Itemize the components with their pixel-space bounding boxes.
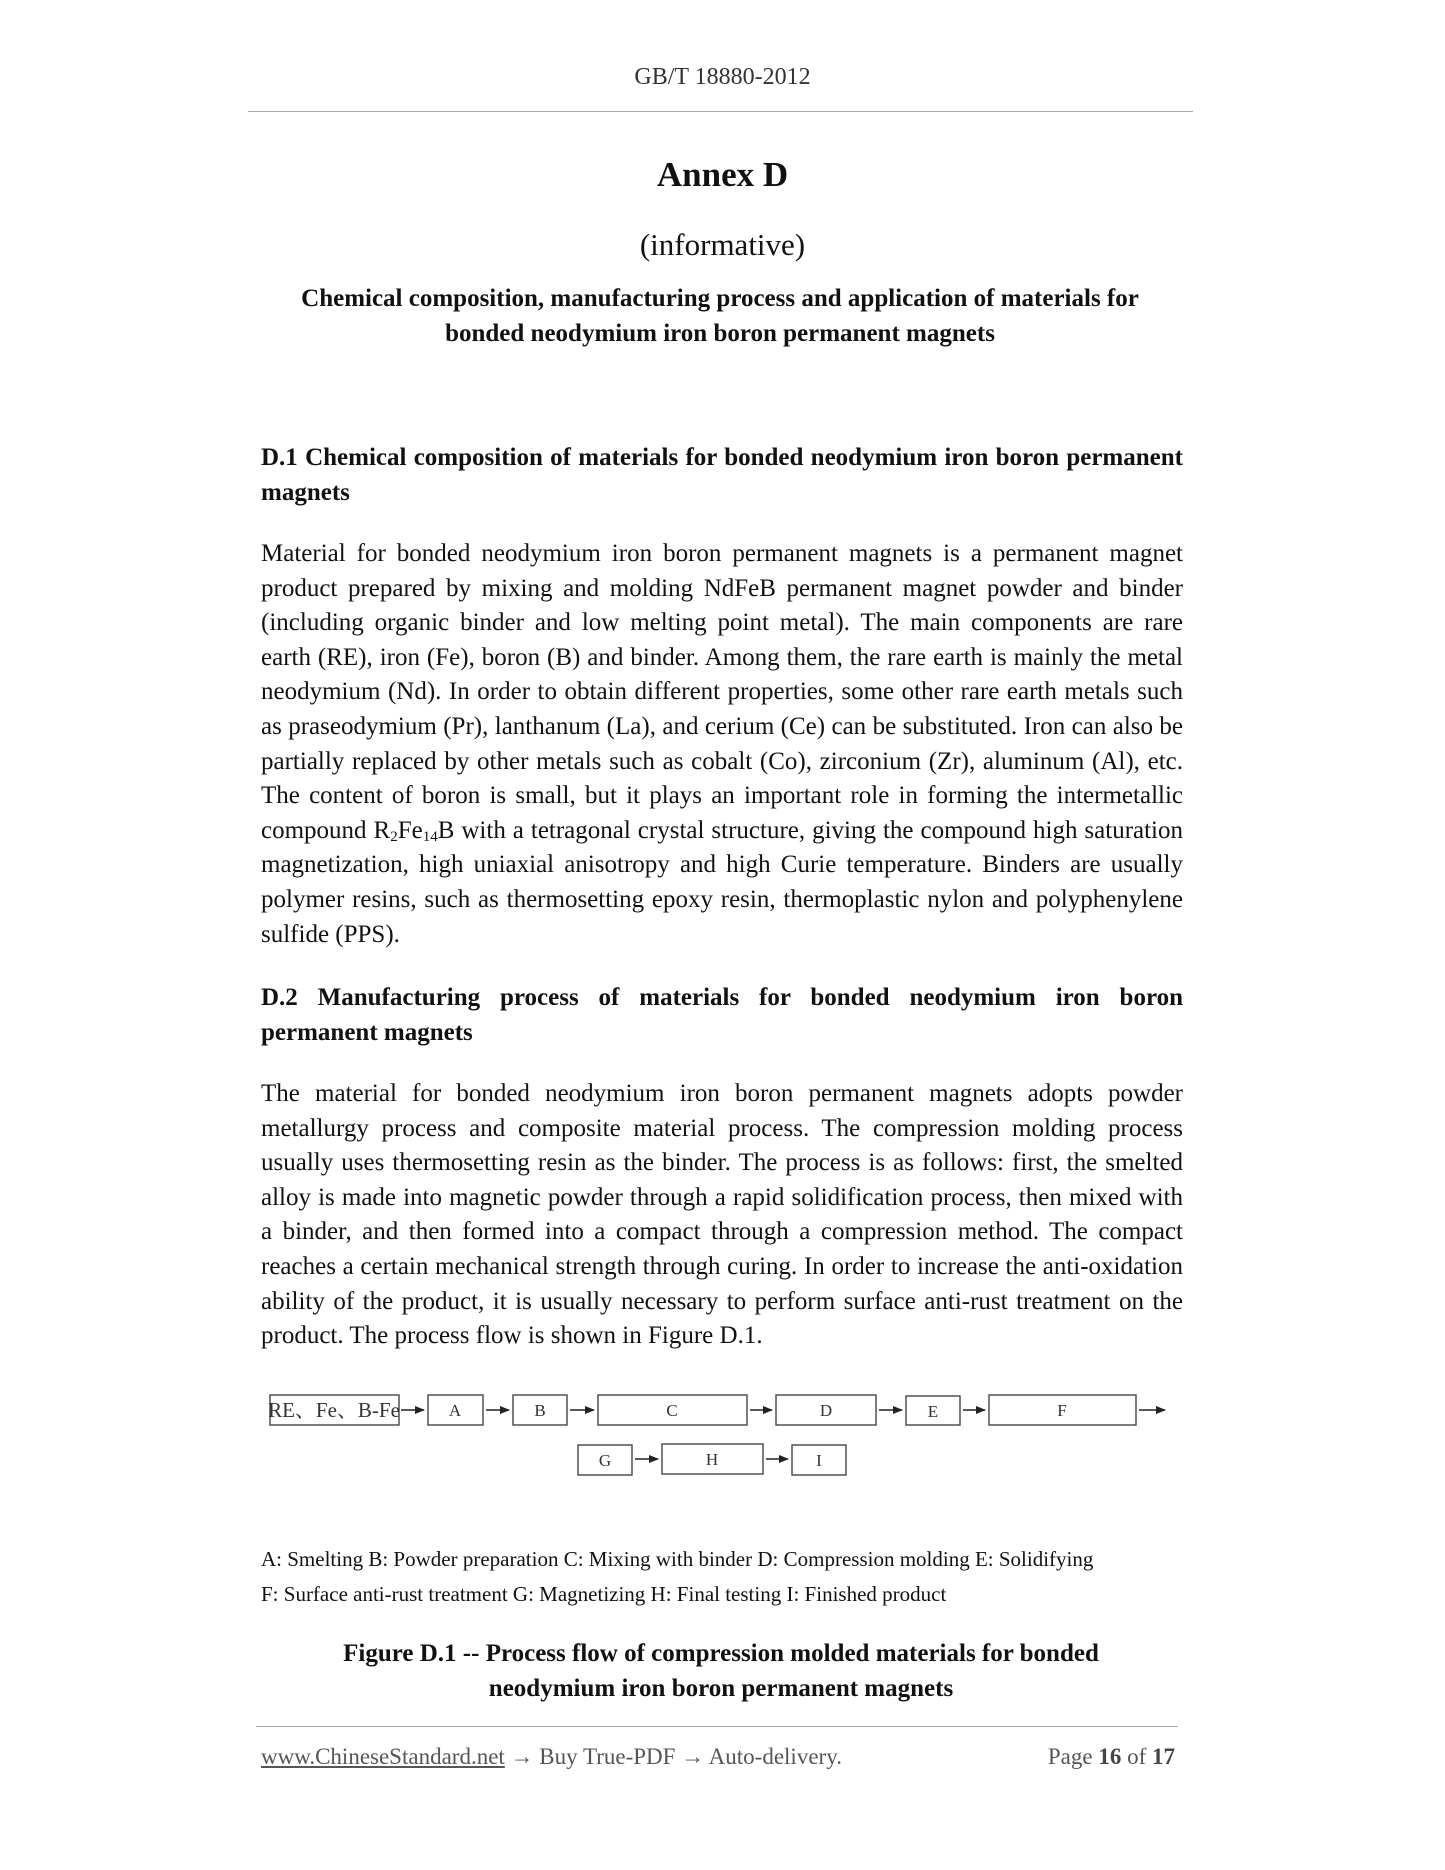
footer-promo — [261, 1744, 842, 1770]
of-word: of — [1127, 1744, 1147, 1769]
flow-label-g: G — [598, 1451, 612, 1470]
section-d1-heading: D.1 Chemical composition of materials for bonded neodymium iron boron permanent magnets — [261, 444, 1183, 506]
section-d1-text-part-2: with a tetragonal crystal structure, giving the compound high saturation magnetization, high uniaxial anisotropy and high Curie temperature. Binders are usually polymer resins, such as thermosetting epoxy resin, thermoplastic nylon and polyphenylene sulfide (PPS). — [261, 816, 1184, 948]
annex-title: Annex D — [656, 155, 789, 194]
flow-label-c: C — [666, 1401, 678, 1420]
annex-description — [260, 281, 1180, 351]
section-d2-heading: D.2 Manufacturing process of materials for bonded neodymium iron boron permanent magnets — [261, 984, 1183, 1046]
auto-delivery-text: Auto-delivery. — [708, 1744, 842, 1769]
section-d1-body — [261, 537, 1183, 952]
page-current: 16 — [1098, 1744, 1122, 1769]
flow-label-d: D — [819, 1401, 833, 1420]
arrow-right-icon: → — [510, 1744, 534, 1769]
flow-label-i: I — [816, 1451, 822, 1470]
buy-pdf-text: Buy True-PDF — [539, 1744, 676, 1769]
flow-label-b: B — [534, 1401, 546, 1420]
site-link[interactable]: www.ChineseStandard.net — [261, 1744, 505, 1769]
formula-b: B — [437, 816, 455, 844]
formula-subscript-2: 2 — [390, 828, 398, 845]
page-total: 17 — [1152, 1744, 1175, 1769]
document-id: GB/T 18880-2012 — [634, 64, 811, 90]
arrow-right-icon: → — [681, 1744, 705, 1769]
section-d2-body: The material for bonded neodymium iron boron permanent magnets adopts powder metallurgy process and composite material process. The compression molding process usually uses thermosetting resin as the binder. The process is as follows: first, the smelted alloy is made into magnetic powder through a rapid solidification process, then mixed with a binder, and then formed into a compact through a compression method. The compact reaches a certain mechanical strength through curing. In order to increase the anti-oxidation ability of the product, it is usually necessary to perform surface anti-rust treatment on the product. The process flow is shown in Figure D.1. — [261, 1080, 1183, 1350]
flow-label-e: E — [927, 1402, 939, 1421]
figure-caption — [260, 1636, 1182, 1706]
annex-subtitle: (informative) — [639, 227, 806, 262]
process-flow-diagram — [266, 1385, 1171, 1485]
figure-legend-line-1: A: Smelting B: Powder preparation C: Mixing with binder D: Compression molding E: Solidifying — [261, 1547, 1094, 1571]
formula-r: R — [373, 816, 391, 844]
annex-description-line-2: bonded neodymium iron boron permanent magnets — [445, 320, 995, 347]
flow-label-f: F — [1057, 1401, 1067, 1420]
header-divider — [248, 111, 1193, 112]
figure-caption-line-2: neodymium iron boron permanent magnets — [488, 1675, 954, 1702]
process-flow-svg — [266, 1385, 1171, 1485]
formula-subscript-14: 14 — [422, 828, 438, 845]
figure-legend-line-2: F: Surface anti-rust treatment G: Magnetizing H: Final testing I: Finished product — [261, 1582, 947, 1606]
flow-label-a: A — [448, 1401, 462, 1420]
figure-caption-line-1: Figure D.1 -- Process flow of compression molded materials for bonded — [343, 1640, 1099, 1667]
formula-fe: Fe — [397, 816, 423, 844]
annex-description-line-1: Chemical composition, manufacturing process and application of materials for — [301, 285, 1139, 312]
footer-divider — [256, 1726, 1178, 1727]
page-word: Page — [1047, 1744, 1093, 1769]
document-header — [0, 64, 1445, 91]
flow-label-h: H — [705, 1450, 719, 1469]
section-d1-text-part-1: Material for bonded neodymium iron boron permanent magnets is a permanent magnet product prepared by mixing and molding NdFeB permanent magnet powder and binder (including organic binder and low melting point metal). The main components are rare earth (RE), iron (Fe), boron (B) and binder. Among them, the rare earth is mainly the metal neodymium (Nd). In order to obtain different properties, some other rare earth metals such as praseodymium (Pr), lanthanum (La), and cerium (Ce) can be substituted. Iron can also be partially replaced by other metals such as cobalt (Co), zirconium (Zr), aluminum (Al), etc. The content of boron is small, but it plays an important role in forming the intermetallic compound — [261, 540, 1183, 844]
figure-legend — [261, 1542, 1183, 1612]
page-number — [1048, 1744, 1175, 1770]
flow-label-start: RE、Fe、B-Fe — [268, 1398, 400, 1422]
